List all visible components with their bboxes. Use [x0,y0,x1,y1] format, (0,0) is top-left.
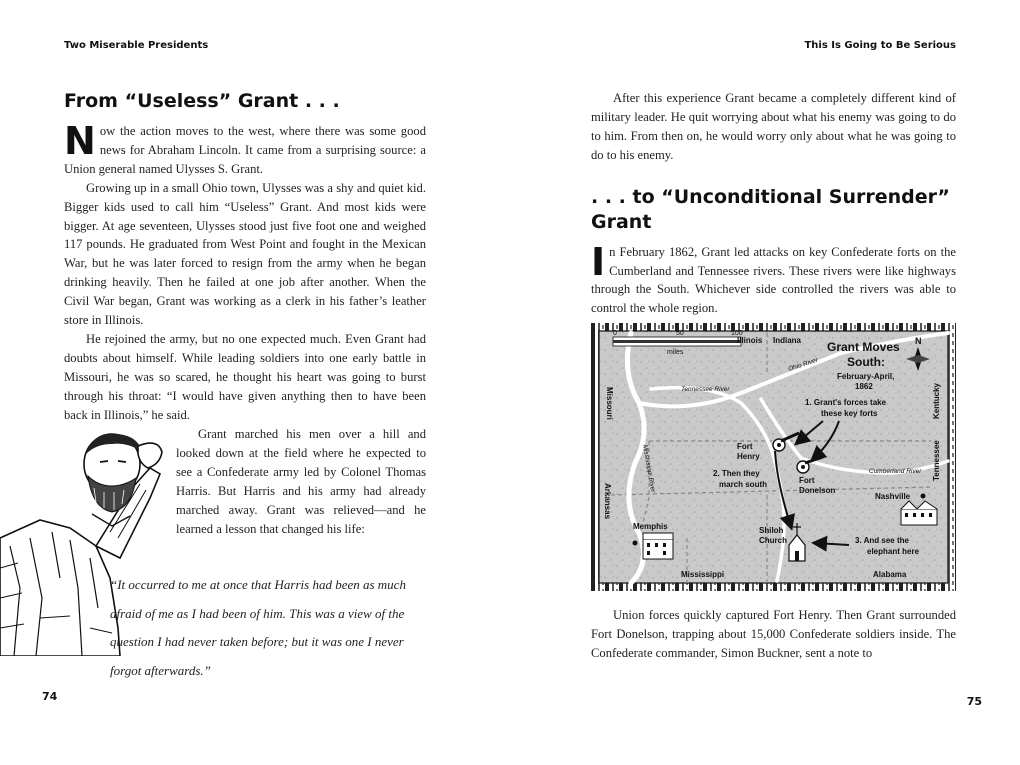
label-ohio-river: Ohio River [787,356,819,373]
map-title-line1: Grant Moves [827,340,900,354]
nashville-label: Nashville [875,492,911,501]
label-tennessee-river: Tennessee River [681,386,730,393]
state-tennessee: Tennessee [932,440,941,481]
section-heading-right-line2: Grant [591,210,652,233]
scale-0: 0 [613,330,617,337]
closing-paragraph: Union forces quickly captured Fort Henry. Then Grant surrounded Fort Donelson, trapping about 15,000 Confederate soldiers inside. The Confederate commander, Simon Buckner, sent a note to [591,608,956,660]
note-2-line2: march south [719,480,768,489]
state-alabama: Alabama [873,570,907,579]
state-missouri: Missouri [605,387,614,420]
map-date-line2: 1862 [855,382,873,391]
note-1-line1: 1. Grant's forces take [805,398,887,407]
note-3-line2: elephant here [867,547,920,556]
closing-column [591,606,956,663]
paragraph-1-text: ow the action moves to the west, where there was some good news for Abraham Lincoln. It came from a surprising source: a Union general named Ulysses S. Grant. [64,124,426,176]
scale-100: 100 [731,330,743,337]
scale-50: 50 [676,330,684,337]
section-heading-left: From “Useless” Grant . . . [64,90,340,112]
fort-donelson-line2: Donelson [799,486,836,495]
right-column [591,89,956,318]
intro-paragraph: After this experience Grant became a completely different kind of military leader. He quit worrying about what his enemy was going to do to him. From then on, he would worry only about what he was going to do to his enemy. [591,91,956,162]
map-date-line1: February-April, [837,372,895,381]
compass-n: N [915,336,922,346]
state-arkansas: Arkansas [603,483,612,520]
scale-unit: miles [667,349,684,356]
shiloh-line1: Shiloh [759,526,784,535]
paragraph-1 [64,119,426,179]
section-heading-right-line1: . . . to “Unconditional Surrender” [591,185,950,208]
label-mississippi-river: Mississippi River [641,444,657,494]
note-1-line2: these key forts [821,409,878,418]
state-indiana: Indiana [773,336,802,345]
right-page [510,0,1020,765]
fort-donelson-line1: Fort [799,476,815,485]
label-cumberland-river: Cumberland River [869,468,922,475]
running-head-left: Two Miserable Presidents [64,40,209,51]
left-column [64,89,426,425]
paragraph-2: Growing up in a small Ohio town, Ulysses was a shy and quiet kid. Bigger kids used to call him “Useless” Grant. And most kids were bigger. At age seventeen, Ulysses stood just five foot one and weighed 117 pounds. He graduated from West Point and fought in the Mexican War, but he was later forced to resign from the army when he began drinking heavily. Then he failed at one job after another. When the Civil War began, Grant was working as a clerk in his father’s leather store in Illinois. [64,180,426,328]
page-number-right: 75 [966,695,982,708]
memphis-label: Memphis [633,522,668,531]
quote-text: “It occurred to me at once that Harris had been as much afraid of me as I had been of him. This was a view of the question I had never taken before; but it was one I never forgot afterwards.” [110,577,406,678]
state-kentucky: Kentucky [932,382,941,419]
body-paragraph [591,239,956,319]
paragraph-3: He rejoined the army, but no one expected much. Even Grant had doubts about himself. While leading soldiers into one early battle in Missouri, he was so scared, he thought his heart was going to burst through his throat: “I would have given anything then to have been back in Illinois,” he said. [64,331,426,422]
note-2-line1: 2. Then they [713,469,760,478]
fort-henry-line2: Henry [737,452,760,461]
state-mississippi: Mississippi [681,570,725,579]
body-paragraph-text: n February 1862, Grant led attacks on key Confederate forts on the Cumberland and Tennessee rivers. These rivers were like highways through the South. Whichever side controlled the rivers was able to control the whole region. [591,244,956,316]
note-3-line1: 3. And see the [855,536,909,545]
dropcap-n: N [64,119,96,163]
grant-quote [110,571,426,685]
section-heading-right [591,185,956,235]
running-head-right: This Is Going to Be Serious [804,40,956,51]
grant-moves-south-map [591,323,956,591]
paragraph-4: Grant marched his men over a hill and looked down at the field where he expected to see a Confederate army led by Colonel Thomas Harris. But Harris and his army had already marched away. Grant was relieved—and he learned a lesson that changed his life: [176,427,426,536]
map-title-line2: South: [847,355,885,369]
wrap-column [176,425,426,538]
state-illinois: Illinois [737,336,763,345]
page-number-left: 74 [42,690,58,703]
dropcap-i: I [591,239,606,284]
fort-henry-line1: Fort [737,442,753,451]
shiloh-line2: Church [759,536,787,545]
